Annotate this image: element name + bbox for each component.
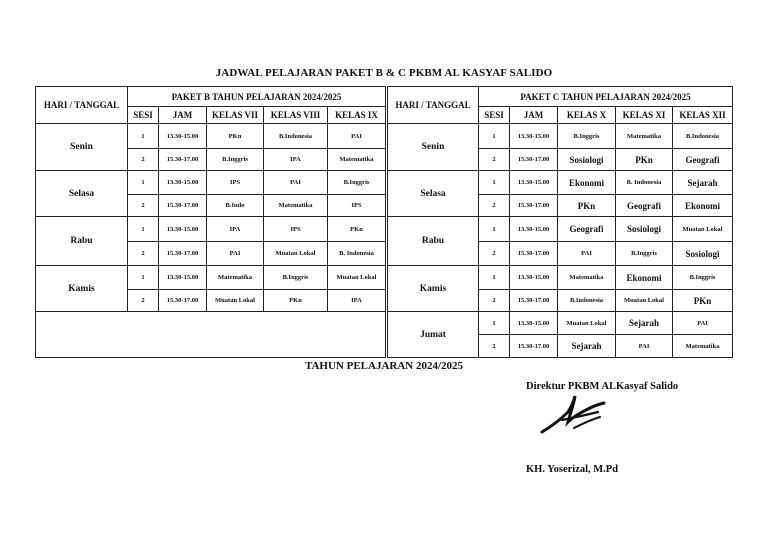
subject-cell: PKn — [207, 124, 264, 149]
subject-cell: B.Indonesia — [673, 124, 733, 149]
subject-cell: IPA — [328, 290, 386, 312]
day-cell: Senin — [36, 124, 128, 171]
sesi-cell: 2 — [128, 149, 159, 171]
table-row — [388, 124, 733, 149]
subject-cell: Muatan Lokal — [673, 217, 733, 242]
subject-cell: PKn — [328, 217, 386, 242]
subject-cell: B.Inggris — [328, 171, 386, 195]
paket-b-table — [35, 86, 386, 358]
hari-header: HARI / TANGGAL — [388, 87, 479, 124]
sesi-cell: 1 — [479, 217, 510, 242]
sesi-cell: 1 — [128, 171, 159, 195]
subject-cell: Matematika — [558, 266, 616, 290]
sesi-cell: 2 — [479, 335, 510, 358]
subject-cell: PAI — [207, 242, 264, 266]
empty-row — [36, 312, 386, 358]
subject-cell: Matematika — [328, 149, 386, 171]
jam-cell: 13.30-15.00 — [510, 266, 558, 290]
sesi-cell: 1 — [128, 266, 159, 290]
subject-cell: PAI — [558, 242, 616, 266]
subject-cell: Muatan Lokal — [616, 290, 673, 312]
paket-c-header: PAKET C TAHUN PELAJARAN 2024/2025 — [479, 87, 733, 107]
paket-c-table — [387, 86, 733, 358]
subject-cell: Sosiologi — [616, 217, 673, 242]
day-cell: Kamis — [388, 266, 479, 312]
column-header: KELAS IX — [328, 107, 386, 124]
column-header: JAM — [510, 107, 558, 124]
subject-cell: PAI — [673, 312, 733, 335]
day-cell: Selasa — [36, 171, 128, 217]
subject-cell: Matematika — [673, 335, 733, 358]
subject-cell: PKn — [673, 290, 733, 312]
jam-cell: 13.30-15.00 — [510, 171, 558, 195]
table-row — [388, 266, 733, 290]
subject-cell: Ekonomi — [673, 195, 733, 217]
paket-b-header: PAKET B TAHUN PELAJARAN 2024/2025 — [128, 87, 386, 107]
subject-cell: PKn — [264, 290, 328, 312]
day-cell: Senin — [388, 124, 479, 171]
signature-image — [538, 390, 608, 438]
subject-cell: B. Indonesia — [328, 242, 386, 266]
sesi-cell: 1 — [479, 171, 510, 195]
column-header: KELAS VIII — [264, 107, 328, 124]
day-cell: Rabu — [388, 217, 479, 266]
table-row — [36, 171, 386, 195]
subject-cell: IPA — [264, 149, 328, 171]
subject-cell: B.Indonesia — [264, 124, 328, 149]
jam-cell: 15.30-17.00 — [159, 195, 207, 217]
subject-cell: Matematika — [207, 266, 264, 290]
subject-cell: IPS — [264, 217, 328, 242]
table-row — [36, 124, 386, 149]
director-title: Direktur PKBM ALKasyaf Salido — [526, 381, 679, 392]
table-row — [388, 171, 733, 195]
subject-cell: Ekonomi — [558, 171, 616, 195]
day-cell: Kamis — [36, 266, 128, 312]
jam-cell: 15.30-17.00 — [510, 242, 558, 266]
subject-cell: IPA — [207, 217, 264, 242]
column-header: SESI — [128, 107, 159, 124]
subject-cell: Matematika — [616, 124, 673, 149]
subject-cell: Muatan Lokal — [558, 312, 616, 335]
subject-cell: Sosiologi — [673, 242, 733, 266]
column-header: JAM — [159, 107, 207, 124]
subject-cell: Muatan Lokal — [207, 290, 264, 312]
subject-cell: Geografi — [616, 195, 673, 217]
footer-year: TAHUN PELAJARAN 2024/2025 — [304, 360, 464, 372]
jam-cell: 13.30-15.00 — [159, 266, 207, 290]
subject-cell: PAI — [616, 335, 673, 358]
jam-cell: 15.30-17.00 — [510, 149, 558, 171]
sesi-cell: 2 — [128, 195, 159, 217]
jam-cell: 13.30-15.00 — [510, 312, 558, 335]
sesi-cell: 2 — [479, 290, 510, 312]
jam-cell: 13.30-15.00 — [159, 217, 207, 242]
sesi-cell: 2 — [479, 149, 510, 171]
subject-cell: B. Indonesia — [616, 171, 673, 195]
jam-cell: 13.30-15.00 — [510, 124, 558, 149]
subject-cell: PAI — [328, 124, 386, 149]
sesi-cell: 2 — [128, 242, 159, 266]
day-cell: Selasa — [388, 171, 479, 217]
subject-cell: Sosiologi — [558, 149, 616, 171]
jam-cell: 13.30-15.00 — [510, 217, 558, 242]
jam-cell: 15.30-17.00 — [159, 290, 207, 312]
column-header: KELAS VII — [207, 107, 264, 124]
sesi-cell: 1 — [479, 124, 510, 149]
sesi-cell: 2 — [128, 290, 159, 312]
column-header: KELAS XI — [616, 107, 673, 124]
subject-cell: B.Inggris — [673, 266, 733, 290]
jam-cell: 15.30-17.00 — [510, 290, 558, 312]
sesi-cell: 1 — [128, 217, 159, 242]
sesi-cell: 1 — [128, 124, 159, 149]
subject-cell: IPS — [207, 171, 264, 195]
sesi-cell: 2 — [479, 195, 510, 217]
subject-cell: B.Inggris — [616, 242, 673, 266]
sesi-cell: 2 — [479, 242, 510, 266]
table-row — [388, 217, 733, 242]
subject-cell: B.Inggris — [207, 149, 264, 171]
subject-cell: Sejarah — [616, 312, 673, 335]
empty-cell — [36, 312, 386, 358]
day-cell: Rabu — [36, 217, 128, 266]
subject-cell: Ekonomi — [616, 266, 673, 290]
subject-cell: B.Inggris — [264, 266, 328, 290]
subject-cell: Matematika — [264, 195, 328, 217]
jam-cell: 13.30-15.00 — [159, 124, 207, 149]
sesi-cell: 1 — [479, 266, 510, 290]
jam-cell: 13.30-15.00 — [159, 171, 207, 195]
column-header: SESI — [479, 107, 510, 124]
jam-cell: 15.30-17.00 — [159, 149, 207, 171]
jam-cell: 15.30-17.00 — [510, 195, 558, 217]
subject-cell: PAI — [264, 171, 328, 195]
hari-header: HARI / TANGGAL — [36, 87, 128, 124]
sesi-cell: 1 — [479, 312, 510, 335]
subject-cell: IPS — [328, 195, 386, 217]
column-header: KELAS X — [558, 107, 616, 124]
subject-cell: PKn — [558, 195, 616, 217]
subject-cell: PKn — [616, 149, 673, 171]
column-header: KELAS XII — [673, 107, 733, 124]
subject-cell: Geografi — [673, 149, 733, 171]
table-row — [388, 312, 733, 335]
day-cell: Jumat — [388, 312, 479, 358]
table-row — [36, 217, 386, 242]
subject-cell: B.Indonesia — [558, 290, 616, 312]
subject-cell: B.Indo — [207, 195, 264, 217]
subject-cell: Geografi — [558, 217, 616, 242]
jam-cell: 15.30-17.00 — [159, 242, 207, 266]
subject-cell: Sejarah — [673, 171, 733, 195]
subject-cell: Muatan Lokal — [328, 266, 386, 290]
subject-cell: Muatan Lokal — [264, 242, 328, 266]
subject-cell: Sejarah — [558, 335, 616, 358]
director-name: KH. Yoserizal, M.Pd — [526, 464, 619, 475]
jam-cell: 15.30-17.00 — [510, 335, 558, 358]
table-row — [36, 266, 386, 290]
subject-cell: B.Inggris — [558, 124, 616, 149]
document-title: JADWAL PELAJARAN PAKET B & C PKBM AL KASYAF SALIDO — [215, 67, 553, 79]
